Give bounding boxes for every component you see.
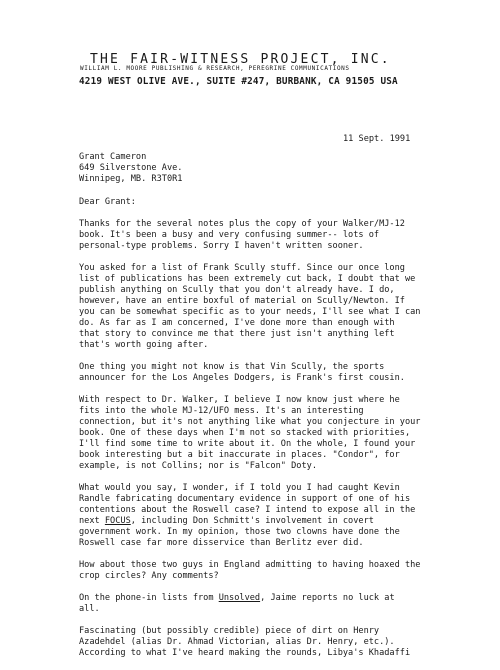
paragraph-scully-list: You asked for a list of Frank Scully stuff. Since our once long list of publications has been extremely cut back, I doubt that we publish anything on Scully that you don't already have. I do, however, have an entire boxful of material on Scully/Newton. If you can be somewhat specific as to your needs, I'll see what I can do. As far as I am concerned, I've done more than enough with that story to convince me that there just isn't anything left that's worth going after. — [79, 263, 421, 350]
letter-body — [79, 197, 479, 670]
recipient-city: Winnipeg, MB. R3T0R1 — [79, 174, 183, 184]
letterhead-org-name: THE FAIR-WITNESS PROJECT, INC. — [90, 52, 391, 67]
paragraph-roswell — [79, 483, 479, 549]
paragraph-thanks: Thanks for the several notes plus the copy of your Walker/MJ-12 book. It's been a busy and very confusing summer-- lots of personal-type problems. Sorry I haven't written sooner. — [79, 219, 405, 251]
letter-date: 11 Sept. 1991 — [343, 134, 411, 144]
paragraph-vin-scully: One thing you might not know is that Vin Scully, the sports announcer for the Los Angeles Dodgers, is Frank's first cousin. — [79, 362, 405, 383]
unsolved-text-after: , Jaime reports no luck at all. — [79, 593, 395, 614]
unsolved-text-before: On the phone-in lists from — [79, 593, 219, 603]
roswell-text-after: , including Don Schmitt's involvement in covert government work. In my opinion, those two clowns have done the Roswell case far more disservice than Berlitz ever did. — [79, 516, 400, 548]
focus-publication-title: FOCUS — [104, 516, 131, 526]
unsolved-show-title: Unsolved — [218, 593, 261, 603]
roswell-text-before: What would you say, I wonder, if I told you I had caught Kevin Randle fabricating documentary evidence in support of one of his contentions about the Roswell case? I intend to expose all in the next — [79, 483, 416, 526]
letterhead-address: 4219 WEST OLIVE AVE., SUITE #247, BURBANK, CA 91505 USA — [79, 76, 398, 87]
paragraph-crop-circles: How about those two guys in England admitting to having hoaxed the crop circles? Any comments? — [79, 560, 421, 581]
paragraph-dr-walker: With respect to Dr. Walker, I believe I now know just where he fits into the whole MJ-12/UFO mess. It's an interesting connection, but it's not anything like what you conjecture in your book. One of these days when I'm not so stacked with priorities, I'll find some time to write about it. On the whole, I found your book interesting but a bit inaccurate in places. "Condor", for example, is not Collins; nor is "Falcon" Doty. — [79, 395, 421, 471]
letterhead-subtitle: WILLIAM L. MOORE PUBLISHING & RESEARCH, PEREGRINE COMMUNICATIONS — [80, 65, 350, 72]
recipient-name: Grant Cameron — [79, 152, 147, 162]
recipient-address — [79, 152, 182, 185]
salutation: Dear Grant: — [79, 197, 136, 207]
paragraph-unsolved — [79, 593, 479, 615]
paragraph-azadehdel: Fascinating (but possibly credible) piece of dirt on Henry Azadehdel (alias Dr. Ahmad Victorian, alias Dr. Henry, etc.). According to what I've heard making the rounds, Libya's Khadaffi — [79, 626, 411, 658]
recipient-street: 649 Silverstone Ave. — [79, 163, 183, 173]
